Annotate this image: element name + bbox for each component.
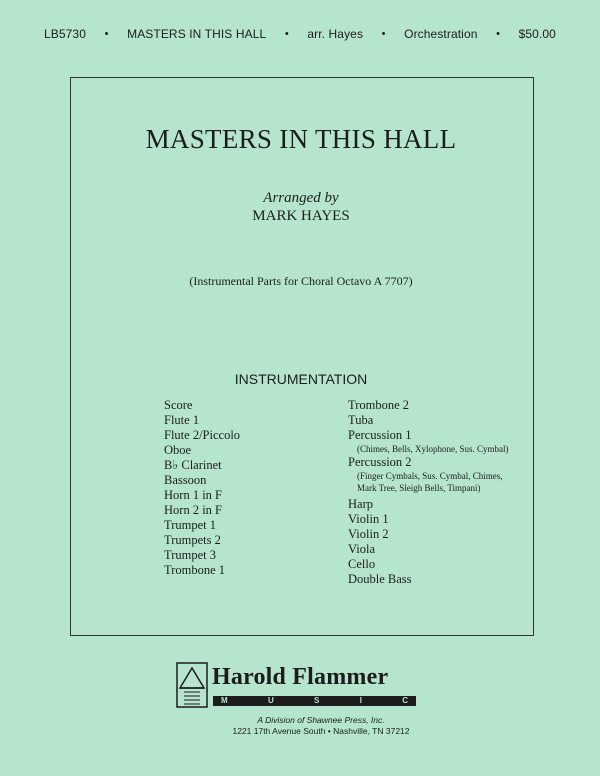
- parts-note: (Instrumental Parts for Choral Octavo A 7707): [189, 274, 413, 288]
- instrumentation-heading: INSTRUMENTATION: [234, 371, 368, 387]
- music-letter: S: [314, 696, 320, 705]
- instrument-item: Trumpets 2: [164, 533, 221, 547]
- header-price: $50.00: [518, 27, 556, 41]
- instrument-item: Score: [164, 398, 193, 412]
- instrument-item: Harp: [348, 497, 373, 511]
- instrument-item: Horn 1 in F: [164, 488, 222, 502]
- arranger-name: MARK HAYES: [252, 208, 350, 224]
- instrument-item: Trombone 1: [164, 563, 226, 577]
- header-type: Orchestration: [404, 27, 478, 41]
- header-title: MASTERS IN THIS HALL: [127, 27, 267, 41]
- publisher-division: A Division of Shawnee Press, Inc.: [257, 715, 385, 725]
- music-letter: I: [359, 696, 362, 705]
- instrument-item: Violin 2: [348, 527, 389, 541]
- instrument-list-right: [348, 398, 509, 587]
- music-letter: C: [402, 696, 408, 705]
- instrument-item: Cello: [348, 557, 376, 571]
- separator: •: [104, 28, 109, 40]
- instrument-item: Trombone 2: [348, 398, 410, 412]
- instrument-item: Oboe: [164, 443, 192, 457]
- publisher-address: 1221 17th Avenue South • Nashville, TN 37212: [232, 726, 410, 736]
- instrument-item: B♭ Clarinet: [164, 458, 222, 472]
- separator: •: [284, 28, 289, 40]
- instrument-item: Tuba: [348, 413, 374, 427]
- instrument-item: Bassoon: [164, 473, 207, 487]
- instrument-detail: (Chimes, Bells, Xylophone, Sus. Cymbal): [357, 444, 509, 454]
- arranged-label: Arranged by: [263, 190, 339, 206]
- instrument-item: Violin 1: [348, 512, 389, 526]
- instrument-item: Flute 1: [164, 413, 200, 427]
- separator: •: [381, 28, 386, 40]
- publisher-logo: [176, 662, 426, 722]
- instrument-list-left: [164, 398, 240, 578]
- instrument-item: Viola: [348, 542, 376, 556]
- instrument-item: Double Bass: [348, 572, 412, 586]
- instrument-item: Trumpet 1: [164, 518, 216, 532]
- instrument-detail: Mark Tree, Sleigh Bells, Timpani): [357, 483, 481, 493]
- header-bar: [44, 27, 556, 41]
- catalog-number: LB5730: [44, 27, 86, 41]
- page-title: MASTERS IN THIS HALL: [145, 124, 457, 154]
- publisher-name: Harold Flammer: [212, 664, 389, 690]
- instrument-item: Flute 2/Piccolo: [164, 428, 241, 442]
- publisher-emblem-icon: [176, 662, 208, 708]
- music-letter: M: [221, 696, 228, 705]
- header-arranger: arr. Hayes: [307, 27, 364, 41]
- music-letter: U: [267, 696, 274, 705]
- separator: •: [496, 28, 501, 40]
- instrument-item: Percussion 2: [348, 455, 412, 469]
- publisher-music-bar: [213, 696, 416, 706]
- instrument-item: Horn 2 in F: [164, 503, 222, 517]
- instrument-item: Percussion 1: [348, 428, 412, 442]
- instrument-item: Trumpet 3: [164, 548, 216, 562]
- instrument-detail: (Finger Cymbals, Sus. Cymbal, Chimes,: [357, 471, 503, 481]
